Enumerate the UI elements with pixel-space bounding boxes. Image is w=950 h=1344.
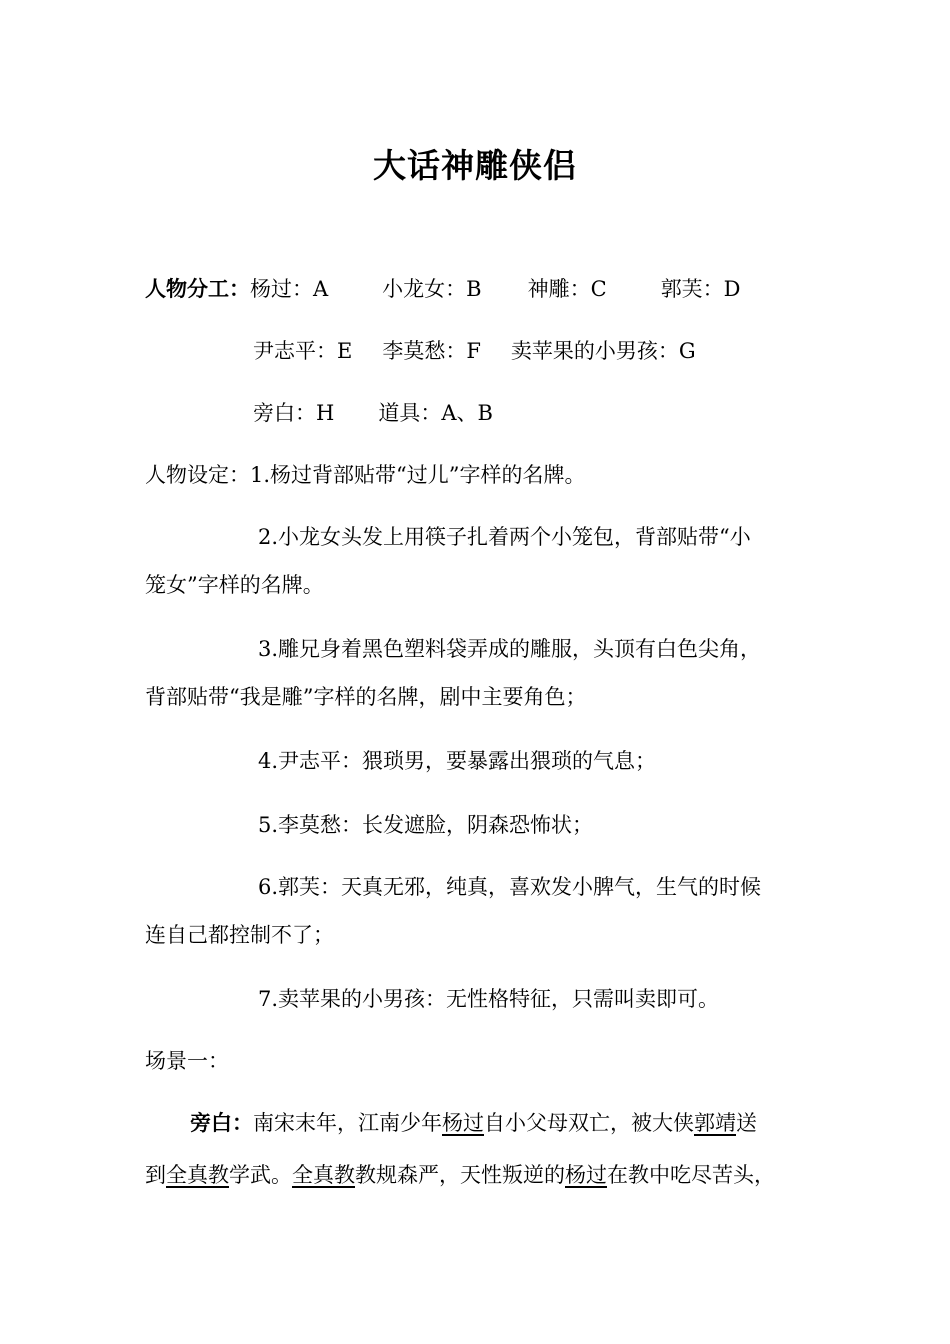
cast-item: 小龙女：B <box>382 277 482 301</box>
narration-line-1 <box>190 1108 757 1138</box>
settings-item-4: 4.尹志平：猥琐男，要暴露出猥琐的气息； <box>258 749 657 773</box>
narration-line-2 <box>145 1160 775 1190</box>
cast-item: 卖苹果的小男孩：G <box>510 339 696 363</box>
settings-item-7: 7.卖苹果的小男孩：无性格特征，只需叫卖即可。 <box>258 987 720 1011</box>
name-guojing: 郭靖 <box>694 1111 736 1135</box>
cast-item: 神雕：C <box>527 277 607 301</box>
cast-item: 尹志平：E <box>253 339 353 363</box>
cast-item: 郭芙：D <box>660 277 741 301</box>
name-quanzhen: 全真教 <box>166 1163 229 1187</box>
settings-row-1 <box>145 460 586 490</box>
narration-text: 教规森严，天性叛逆的 <box>355 1163 565 1187</box>
name-quanzhen: 全真教 <box>292 1163 355 1187</box>
cast-row-1 <box>145 274 741 304</box>
cast-row-2 <box>253 336 696 366</box>
narration-text: 在教中吃尽苦头， <box>607 1163 775 1187</box>
cast-item: 道具：A、B <box>378 401 493 425</box>
settings-item-3a: 3.雕兄身着黑色塑料袋弄成的雕服，头顶有白色尖角， <box>258 637 762 661</box>
settings-item-2a: 2.小龙女头发上用筷子扎着两个小笼包，背部贴带“小 <box>258 525 751 549</box>
name-yangguo: 杨过 <box>565 1163 607 1187</box>
settings-item-6b: 连自己都控制不了； <box>145 923 334 947</box>
cast-item: 李莫愁：F <box>382 339 481 363</box>
narration-text: 送 <box>736 1111 757 1135</box>
settings-item-5: 5.李莫愁：长发遮脸，阴森恐怖状； <box>258 813 594 837</box>
name-yangguo: 杨过 <box>442 1111 484 1135</box>
cast-item: 旁白：H <box>253 401 335 425</box>
narrator-label: 旁白： <box>190 1110 253 1135</box>
settings-label: 人物设定： <box>145 463 250 487</box>
narration-text: 到 <box>145 1163 166 1187</box>
settings-item: 1.杨过背部贴带“过儿”字样的名牌。 <box>250 463 586 487</box>
narration-text: 南宋末年，江南少年 <box>253 1111 442 1135</box>
document-title: 大话神雕侠侣 <box>373 146 577 185</box>
scene-heading: 场景一： <box>145 1049 229 1073</box>
cast-label: 人物分工： <box>145 276 250 301</box>
narration-text: 学武。 <box>229 1163 292 1187</box>
narration-text: 自小父母双亡，被大侠 <box>484 1111 694 1135</box>
cast-item: 杨过：A <box>250 277 329 301</box>
settings-item-2b: 笼女”字样的名牌。 <box>145 573 324 597</box>
cast-row-3 <box>253 398 493 428</box>
settings-item-3b: 背部贴带“我是雕”字样的名牌，剧中主要角色； <box>145 685 587 709</box>
settings-item-6a: 6.郭芙：天真无邪，纯真，喜欢发小脾气，生气的时候 <box>258 875 762 899</box>
